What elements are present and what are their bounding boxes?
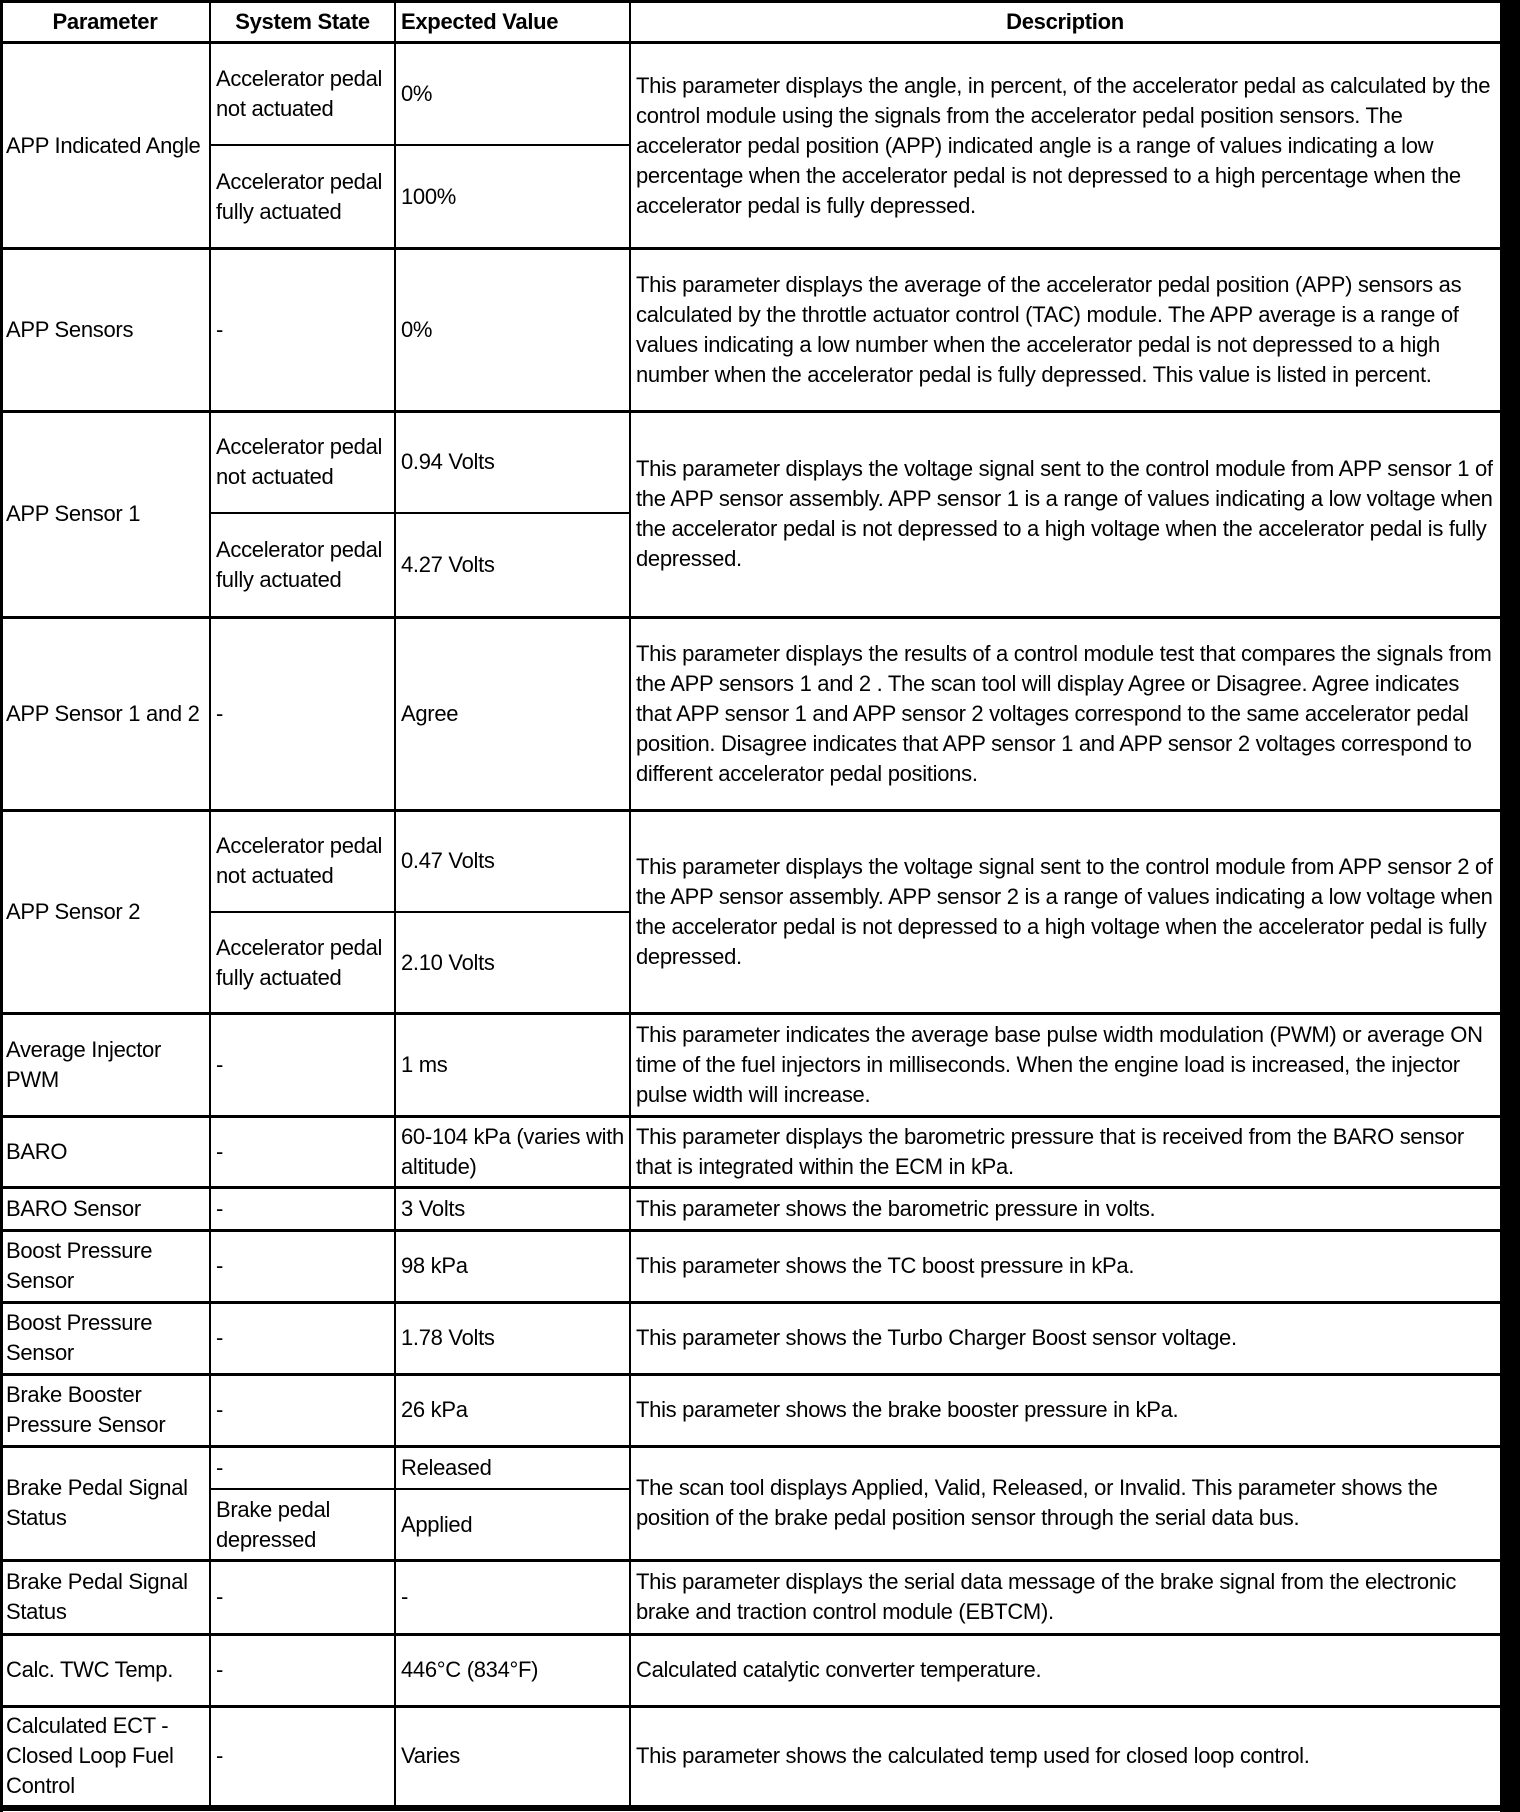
parameter-cell: Brake Pedal Signal Status bbox=[6, 1475, 188, 1530]
header-system-state: System State bbox=[235, 8, 370, 34]
parameter-cell: APP Sensors bbox=[6, 316, 134, 342]
description-cell: This parameter shows the barometric pressure in volts. bbox=[636, 1195, 1156, 1221]
parameter-cell: Calculated ECT - Closed Loop Fuel Control bbox=[6, 1713, 174, 1798]
expected-value-cell: 60-104 kPa (varies with altitude) bbox=[401, 1123, 624, 1179]
system-state-cell: - bbox=[216, 700, 224, 726]
system-state-cell: - bbox=[216, 1325, 224, 1350]
expected-value-cell: 2.10 Volts bbox=[401, 949, 495, 975]
system-state-cell: Accelerator pedal not actuated bbox=[216, 833, 383, 888]
system-state-cell: Accelerator pedal not actuated bbox=[216, 66, 383, 121]
parameter-cell: Boost Pressure Sensor bbox=[6, 1310, 153, 1365]
header-description: Description bbox=[1006, 8, 1124, 34]
description-cell: This parameter displays the serial data message of the brake signal from the electronic brake and traction control module (EBTCM). bbox=[636, 1569, 1457, 1624]
system-state-cell: - bbox=[216, 1454, 224, 1480]
description-cell: This parameter displays the average of the accelerator pedal position (APP) sensors as calculated by the throttle actuator control (TAC) module. The APP average is a range of values indicating a low number when the accelerator pedal is not depressed to a high number when the accelerator pedal is fully depressed. This value is listed in percent. bbox=[636, 271, 1462, 387]
sub-row-divider bbox=[210, 1488, 630, 1490]
system-state-cell: - bbox=[216, 1657, 224, 1682]
parameter-cell: Calc. TWC Temp. bbox=[6, 1657, 174, 1682]
system-state-cell: - bbox=[216, 1253, 224, 1278]
description-cell: This parameter displays the results of a control module test that compares the signals from the APP sensors 1 and 2 . The scan tool will display Agree or Disagree. Agree indicates that APP sensor 1 and APP sensor 2 voltages correspond to the same accelerator pedal position. Disagree indicates that APP sensor 1 and APP sensor 2 voltages correspond to different accelerator pedal positions. bbox=[636, 640, 1492, 786]
description-cell: This parameter displays the voltage signal sent to the control module from APP sensor 2 of the APP sensor assembly. APP sensor 2 is a range of values indicating a low voltage when the accelerator pedal is not depressed to a high voltage when the accelerator pedal is fully depressed. bbox=[636, 853, 1493, 969]
description-cell: This parameter shows the calculated temp used for closed loop control. bbox=[636, 1743, 1310, 1768]
expected-value-cell: Varies bbox=[401, 1743, 460, 1768]
parameter-cell: Brake Pedal Signal Status bbox=[6, 1569, 188, 1624]
system-state-cell: - bbox=[216, 316, 224, 342]
description-cell: This parameter displays the voltage signal sent to the control module from APP sensor 1 of the APP sensor assembly. APP sensor 1 is a range of values indicating a low voltage when the accelerator pedal is not depressed to a high voltage when the accelerator pedal is fully depressed. bbox=[636, 456, 1493, 571]
header-expected-value: Expected Value bbox=[401, 8, 559, 34]
description-cell: This parameter indicates the average base pulse width modulation (PWM) or average ON time of the fuel injectors in milliseconds. When the engine load is increased, the injector pulse width will increase. bbox=[636, 1021, 1483, 1107]
expected-value-cell: 26 kPa bbox=[401, 1397, 468, 1422]
sub-row-divider bbox=[210, 911, 630, 913]
header-parameter: Parameter bbox=[52, 8, 158, 34]
description-cell: Calculated catalytic converter temperature. bbox=[636, 1657, 1042, 1682]
system-state-cell: Accelerator pedal fully actuated bbox=[216, 934, 383, 990]
expected-value-cell: 0.94 Volts bbox=[401, 449, 495, 474]
expected-value-cell: 4.27 Volts bbox=[401, 552, 495, 577]
description-cell: This parameter shows the brake booster pressure in kPa. bbox=[636, 1397, 1179, 1422]
row-divider bbox=[0, 1805, 1500, 1811]
sub-row-divider bbox=[210, 144, 630, 146]
parameter-cell: Boost Pressure Sensor bbox=[6, 1238, 153, 1293]
sub-row-divider bbox=[210, 512, 630, 514]
top-border bbox=[0, 0, 1500, 3]
parameter-cell: BARO Sensor bbox=[6, 1195, 141, 1221]
expected-value-cell: 98 kPa bbox=[401, 1253, 468, 1278]
column-divider bbox=[394, 0, 396, 1806]
column-divider bbox=[209, 0, 211, 1806]
system-state-cell: Accelerator pedal not actuated bbox=[216, 434, 383, 489]
parameter-cell: Brake Booster Pressure Sensor bbox=[6, 1382, 166, 1437]
expected-value-cell: 1.78 Volts bbox=[401, 1325, 495, 1350]
system-state-cell: - bbox=[216, 1584, 224, 1609]
description-cell: This parameter displays the angle, in percent, of the accelerator pedal as calculated by the control module using the signals from the accelerator pedal position sensors. The accelerator pedal position (APP) indicated angle is a range of values indicating a low percentage when the accelerator pedal is not depressed to a high percentage when the accelerator pedal is fully depressed. bbox=[636, 72, 1491, 218]
description-cell: This parameter shows the TC boost pressure in kPa. bbox=[636, 1253, 1135, 1278]
system-state-cell: - bbox=[216, 1195, 224, 1221]
expected-value-cell: 1 ms bbox=[401, 1051, 448, 1077]
expected-value-cell: 0% bbox=[401, 316, 433, 342]
header-divider bbox=[0, 41, 1500, 44]
system-state-cell: Accelerator pedal fully actuated bbox=[216, 168, 383, 224]
expected-value-cell: - bbox=[401, 1584, 409, 1609]
expected-value-cell: 0% bbox=[401, 81, 433, 106]
parameter-cell: BARO bbox=[6, 1138, 68, 1164]
system-state-cell: - bbox=[216, 1051, 224, 1077]
system-state-cell: Brake pedal depressed bbox=[216, 1496, 331, 1552]
system-state-cell: Accelerator pedal fully actuated bbox=[216, 537, 383, 592]
description-cell: This parameter displays the barometric pressure that is received from the BARO sensor that is integrated within the ECM in kPa. bbox=[636, 1123, 1464, 1179]
expected-value-cell: 0.47 Volts bbox=[401, 848, 495, 873]
expected-value-cell: 3 Volts bbox=[401, 1195, 465, 1221]
description-cell: The scan tool displays Applied, Valid, Released, or Invalid. This parameter shows the position of the brake pedal position sensor through the serial data bus. bbox=[636, 1475, 1438, 1530]
expected-value-cell: Released bbox=[401, 1454, 492, 1480]
parameter-cell: APP Sensor 1 and 2 bbox=[6, 700, 200, 726]
left-border bbox=[0, 0, 3, 1812]
column-divider bbox=[629, 0, 631, 1806]
parameter-cell: APP Sensor 2 bbox=[6, 898, 141, 924]
expected-value-cell: Applied bbox=[401, 1511, 473, 1537]
parameter-cell: Average Injector PWM bbox=[6, 1036, 162, 1092]
system-state-cell: - bbox=[216, 1743, 224, 1768]
system-state-cell: - bbox=[216, 1138, 224, 1164]
expected-value-cell: 446°C (834°F) bbox=[401, 1657, 539, 1682]
expected-value-cell: 100% bbox=[401, 183, 457, 209]
parameter-cell: APP Indicated Angle bbox=[6, 132, 201, 158]
expected-value-cell: Agree bbox=[401, 700, 459, 726]
system-state-cell: - bbox=[216, 1397, 224, 1422]
description-cell: This parameter shows the Turbo Charger Boost sensor voltage. bbox=[636, 1325, 1237, 1350]
parameter-cell: APP Sensor 1 bbox=[6, 501, 141, 526]
